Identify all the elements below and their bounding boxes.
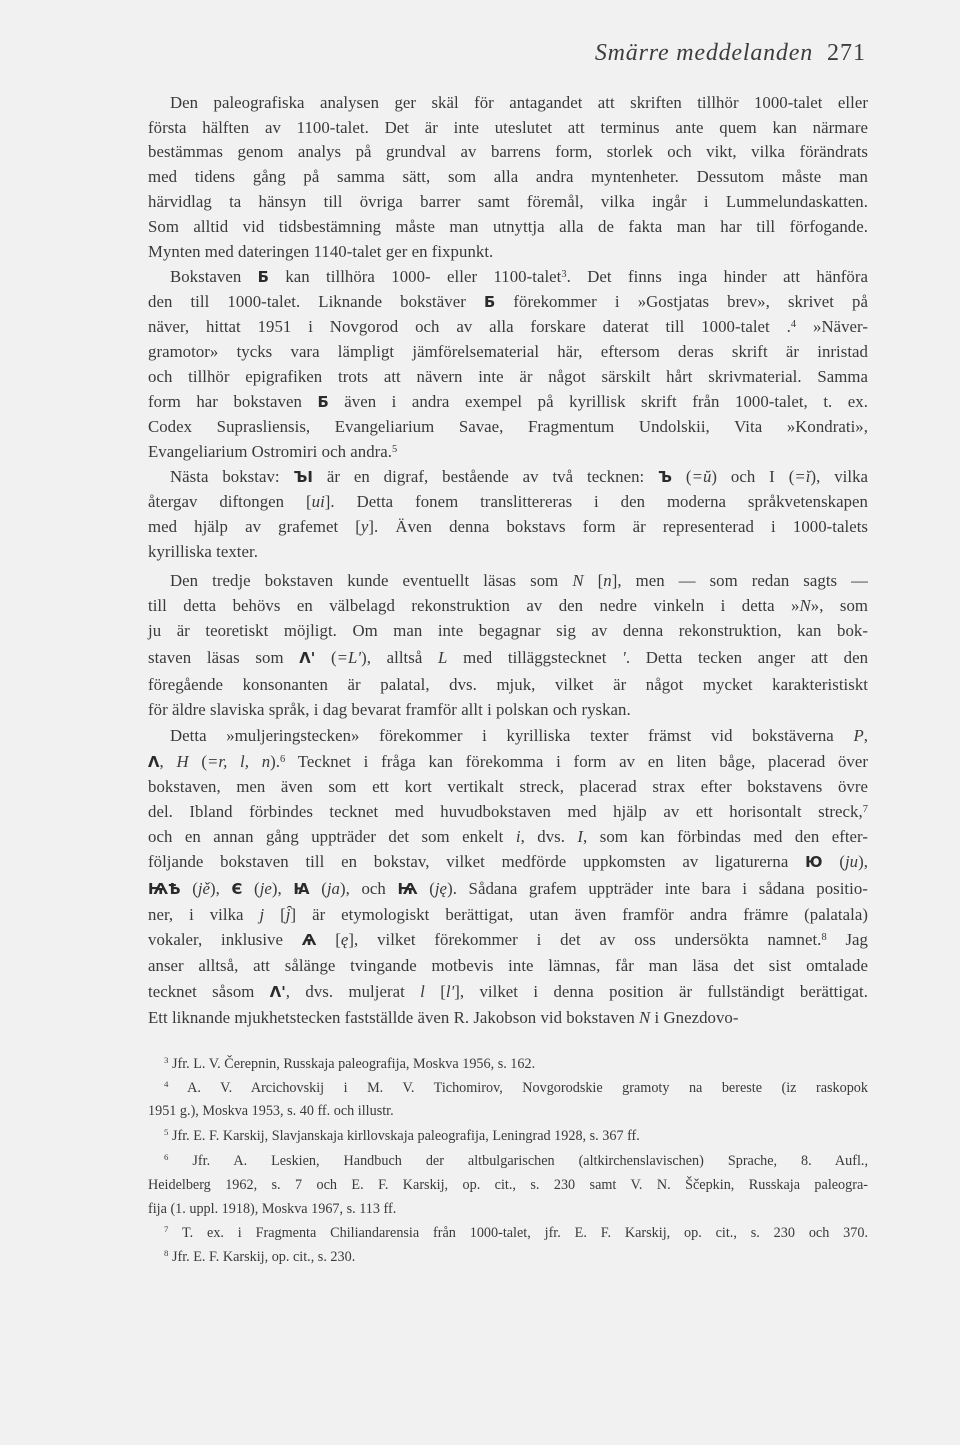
- body-line: Som alltid vid tidsbestämning måste man utnyttja alla de fakta man har till förfogande.: [148, 217, 868, 236]
- body-line: ѨѢ (jě), Є (je), Ꙗ (ja), och Ѩ (ję). Sådana grafem uppträder inte bara i sådana positio-: [148, 879, 868, 898]
- footnote-5: $^5$ Jfr. E. F. Karskij, Slavjanskaja kirllovskaja paleografija, Leningrad 1928, s. 367 ff.: [164, 1127, 640, 1144]
- body-line: föregående konsonanten är palatal, dvs. mjuk, vilket är något mycket karakteristiskt: [148, 675, 868, 694]
- body-line: bestämmas genom analys på grundval av barrens form, storlek och vikt, vilka förändrats: [148, 142, 868, 161]
- footnote-7: $^7$ T. ex. i Fragmenta Chiliandarensia från 1000-talet, jfr. E. F. Karskij, op. cit., s. 230 och 370.: [164, 1224, 868, 1241]
- body-line: tecknet såsom Λ', dvs. muljerat l [l'], vilket i denna position är fullständigt berättigat.: [148, 982, 868, 1001]
- body-line: ner, i vilka j [j̑] är etymologiskt berättigat, utan även framför andra främre (palatala): [148, 905, 868, 924]
- body-line: bokstaven, men även som ett kort vertikalt streck, placerad strax efter bokstavens övre: [148, 777, 868, 796]
- body-line: Evangeliarium Ostromiri och andra.$^5$: [148, 442, 398, 461]
- body-line: Den paleografiska analysen ger skäl för antagandet att skriften tillhör 1000-talet eller: [170, 93, 868, 112]
- body-line: och tillhör epigrafiken trots att nävern inte är något särskilt hårt skrivmaterial. Samma: [148, 367, 868, 386]
- body-line: Mynten med dateringen 1140-talet ger en fixpunkt.: [148, 242, 494, 261]
- body-line: för äldre slaviska språk, i dag bevarat framför allt i polskan och ryskan.: [148, 700, 631, 719]
- body-line: återgav diftongen [ui]. Detta fonem translittereras i den moderna språkvetenskapen: [148, 492, 869, 511]
- footnote-6: $^6$ Jfr. A. Leskien, Handbuch der altbulgarischen (altkirchenslavischen) Sprache, 8. Aufl.,: [164, 1152, 868, 1169]
- body-line: gramotor» tycks vara lämpligt jämförelsematerial här, eftersom deras skrift är inristad: [148, 342, 868, 361]
- footnote-6-cont: Heidelberg 1962, s. 7 och E. F. Karskij, op. cit., s. 230 samt V. N. Ščepkin, Russkaja paleogra-: [148, 1177, 868, 1193]
- body-line: Nästa bokstav: ЪІ är en digraf, bestående av två tecknen: Ъ (=ŭ) och I (=ĭ), vilka: [170, 467, 869, 486]
- body-line: till detta behövs en välbelagd rekonstruktion av den nedre vinkeln i detta »N», som: [148, 596, 868, 615]
- footnote-8: $^8$ Jfr. E. F. Karskij, op. cit., s. 230.: [164, 1248, 356, 1265]
- body-line: med tidens gång på samma sätt, som alla andra myntenheter. Dessutom måste man: [148, 167, 868, 186]
- body-line: Ett liknande mjukhetstecken fastställde även R. Jakobson vid bokstaven N i Gnezdovo-: [148, 1008, 739, 1027]
- body-line: kyrilliska texter.: [148, 542, 258, 561]
- footnote-6-cont: fija (1. uppl. 1918), Moskva 1967, s. 113 ff.: [148, 1201, 397, 1217]
- body-line: Bokstaven Б kan tillhöra 1000- eller 1100-talet$^3$. Det finns inga hinder att hänföra: [170, 267, 868, 286]
- body-line: form har bokstaven Б även i andra exempel på kyrillisk skrift från 1000-talet, t. ex.: [148, 392, 868, 411]
- body-line: Codex Suprasliensis, Evangeliarium Savae, Fragmentum Undolskii, Vita »Kondrati»,: [148, 417, 868, 436]
- body-line: näver, hittat 1951 i Novgorod och av alla forskare daterat till 1000-talet .$^4$ »Näver-: [148, 317, 868, 336]
- body-line: ju är teoretiskt möjligt. Om man inte begagnar sig av denna rekonstruktion, kan bok-: [148, 621, 868, 640]
- body-line: Den tredje bokstaven kunde eventuellt läsas som N [n], men — som redan sagts —: [170, 571, 868, 590]
- footnote-4: $^4$ A. V. Arcichovskij i M. V. Tichomirov, Novgorodskie gramoty na bereste (iz raskopok: [164, 1079, 868, 1096]
- running-head: [580, 38, 866, 68]
- body-line: den till 1000-talet. Liknande bokstäver Б förekommer i »Gostjatas brev», skrivet på: [148, 292, 868, 311]
- body-line: anser alltså, att sålänge tvingande motbevis inte lämnas, får man läsa det sist omtalade: [148, 956, 868, 975]
- body-line: Λ, H (=r, l, n).$^6$ Tecknet i fråga kan förekomma i form av en liten båge, placerad över: [148, 752, 868, 771]
- body-line: del. Ibland förbindes tecknet med huvudbokstaven med hjälp av ett horisontalt streck,$^7$: [148, 802, 868, 821]
- body-line: härvidlag ta hänsyn till övriga barrer samt föremål, vilka ingår i Lummelundaskatten.: [148, 192, 868, 211]
- body-line: och en annan gång uppträder det som enkelt i, dvs. I, som kan förbindas med den efter-: [148, 827, 868, 846]
- running-head-title: Smärre meddelanden: [594, 40, 813, 66]
- footnote-3: $^3$ Jfr. L. V. Čerepnin, Russkaja paleografija, Moskva 1956, s. 162.: [164, 1055, 536, 1072]
- body-line: första hälften av 1100-talet. Det är inte uteslutet att terminus ante quem kan närmare: [148, 118, 868, 137]
- body-line: följande bokstaven till en bokstav, vilket medförde uppkomsten av ligaturerna Ю (ju),: [148, 852, 869, 871]
- page-number: 271: [827, 40, 866, 66]
- footnote-4-cont: 1951 g.), Moskva 1953, s. 40 ff. och illustr.: [148, 1103, 394, 1119]
- body-line: staven läsas som Λ' (=L'), alltså L med tilläggstecknet '. Detta tecken anger att den: [148, 648, 869, 667]
- body-line: med hjälp av grafemet [y]. Även denna bokstavs form är representerad i 1000-talets: [148, 517, 868, 536]
- body-line: vokaler, inklusive Ѧ [ę], vilket förekommer i det av oss undersökta namnet.$^8$ Jag: [148, 930, 868, 949]
- body-line: Detta »muljeringstecken» förekommer i kyrilliska texter främst vid bokstäverna P,: [170, 726, 868, 745]
